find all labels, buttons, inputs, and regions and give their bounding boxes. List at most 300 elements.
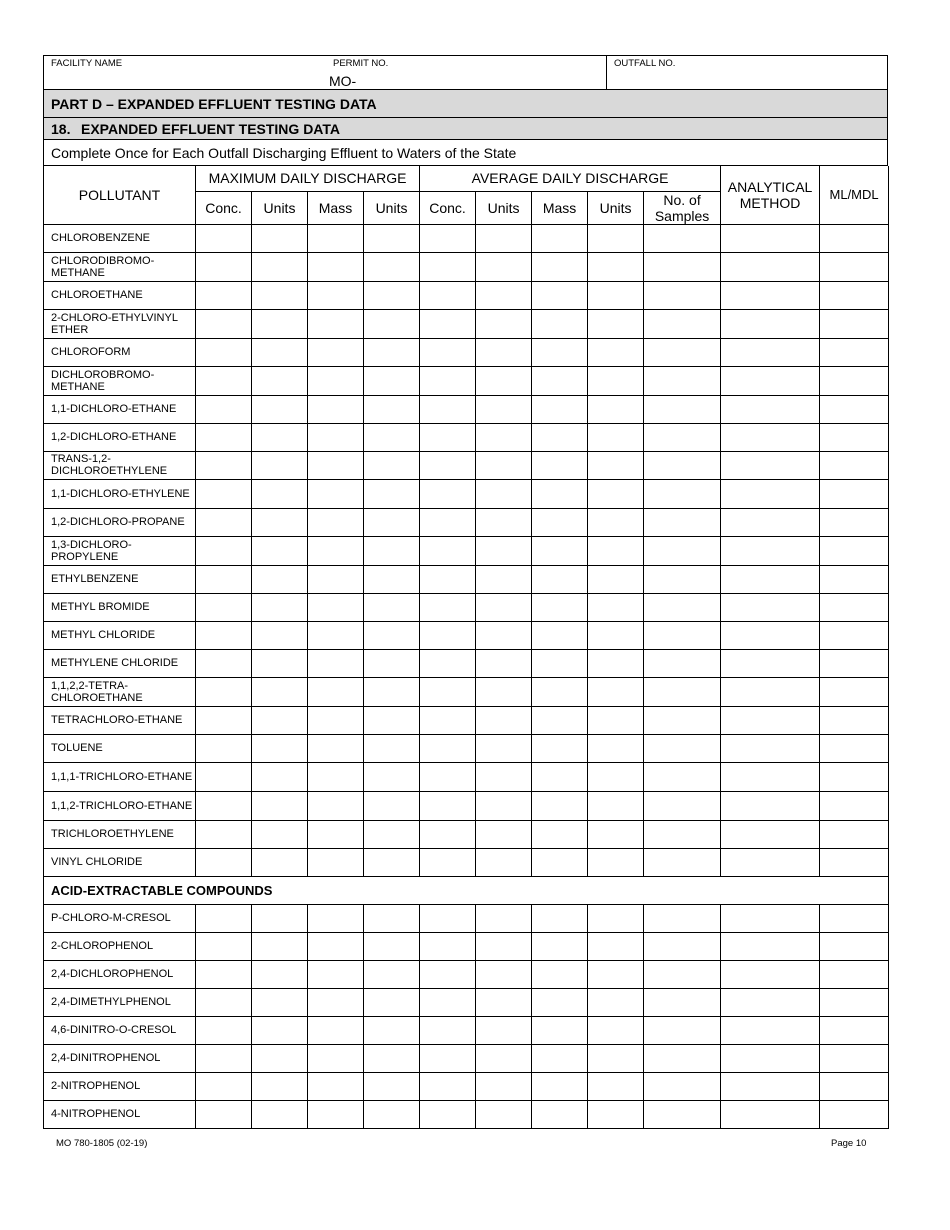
- avg-mass-units-cell[interactable]: [588, 677, 644, 706]
- max-conc-cell[interactable]: [196, 281, 252, 309]
- avg-mass-cell[interactable]: [532, 988, 588, 1016]
- analytical-method-cell[interactable]: [721, 1072, 820, 1100]
- analytical-method-cell[interactable]: [721, 1100, 820, 1128]
- ml-mdl-cell[interactable]: [820, 734, 889, 762]
- avg-conc-units-cell[interactable]: [476, 848, 532, 876]
- no-of-samples-cell[interactable]: [644, 762, 721, 791]
- avg-mass-units-cell[interactable]: [588, 309, 644, 338]
- avg-conc-cell[interactable]: [420, 366, 476, 395]
- no-of-samples-cell[interactable]: [644, 451, 721, 479]
- avg-mass-cell[interactable]: [532, 309, 588, 338]
- no-of-samples-cell[interactable]: [644, 960, 721, 988]
- max-mass-cell[interactable]: [308, 593, 364, 621]
- avg-mass-cell[interactable]: [532, 479, 588, 508]
- ml-mdl-cell[interactable]: [820, 508, 889, 536]
- facility-name-field[interactable]: [44, 56, 327, 89]
- avg-mass-units-cell[interactable]: [588, 734, 644, 762]
- ml-mdl-cell[interactable]: [820, 451, 889, 479]
- avg-conc-units-cell[interactable]: [476, 932, 532, 960]
- analytical-method-cell[interactable]: [721, 1016, 820, 1044]
- analytical-method-cell[interactable]: [721, 791, 820, 820]
- max-mass-cell[interactable]: [308, 224, 364, 252]
- no-of-samples-cell[interactable]: [644, 1016, 721, 1044]
- avg-conc-cell[interactable]: [420, 1016, 476, 1044]
- max-mass-cell[interactable]: [308, 848, 364, 876]
- max-mass-cell[interactable]: [308, 536, 364, 565]
- max-mass-cell[interactable]: [308, 762, 364, 791]
- no-of-samples-cell[interactable]: [644, 1100, 721, 1128]
- ml-mdl-cell[interactable]: [820, 649, 889, 677]
- max-mass-units-cell[interactable]: [364, 960, 420, 988]
- avg-conc-units-cell[interactable]: [476, 762, 532, 791]
- max-conc-cell[interactable]: [196, 536, 252, 565]
- avg-conc-units-cell[interactable]: [476, 1016, 532, 1044]
- analytical-method-cell[interactable]: [721, 338, 820, 366]
- avg-mass-units-cell[interactable]: [588, 451, 644, 479]
- avg-mass-cell[interactable]: [532, 1016, 588, 1044]
- max-mass-cell[interactable]: [308, 1072, 364, 1100]
- avg-mass-units-cell[interactable]: [588, 791, 644, 820]
- no-of-samples-cell[interactable]: [644, 309, 721, 338]
- analytical-method-cell[interactable]: [721, 565, 820, 593]
- max-mass-cell[interactable]: [308, 281, 364, 309]
- avg-conc-cell[interactable]: [420, 252, 476, 281]
- analytical-method-cell[interactable]: [721, 706, 820, 734]
- analytical-method-cell[interactable]: [721, 536, 820, 565]
- analytical-method-cell[interactable]: [721, 593, 820, 621]
- max-conc-cell[interactable]: [196, 593, 252, 621]
- ml-mdl-cell[interactable]: [820, 309, 889, 338]
- avg-mass-units-cell[interactable]: [588, 932, 644, 960]
- max-mass-units-cell[interactable]: [364, 423, 420, 451]
- avg-conc-cell[interactable]: [420, 932, 476, 960]
- avg-conc-cell[interactable]: [420, 848, 476, 876]
- analytical-method-cell[interactable]: [721, 281, 820, 309]
- max-mass-cell[interactable]: [308, 932, 364, 960]
- avg-mass-cell[interactable]: [532, 706, 588, 734]
- max-mass-units-cell[interactable]: [364, 565, 420, 593]
- avg-mass-cell[interactable]: [532, 649, 588, 677]
- max-mass-units-cell[interactable]: [364, 593, 420, 621]
- max-mass-cell[interactable]: [308, 734, 364, 762]
- max-conc-cell[interactable]: [196, 479, 252, 508]
- ml-mdl-cell[interactable]: [820, 621, 889, 649]
- avg-mass-units-cell[interactable]: [588, 565, 644, 593]
- avg-conc-units-cell[interactable]: [476, 366, 532, 395]
- avg-conc-cell[interactable]: [420, 1072, 476, 1100]
- ml-mdl-cell[interactable]: [820, 423, 889, 451]
- avg-conc-cell[interactable]: [420, 677, 476, 706]
- max-conc-units-cell[interactable]: [252, 904, 308, 932]
- ml-mdl-cell[interactable]: [820, 904, 889, 932]
- max-mass-cell[interactable]: [308, 423, 364, 451]
- avg-mass-cell[interactable]: [532, 820, 588, 848]
- avg-conc-units-cell[interactable]: [476, 395, 532, 423]
- avg-conc-cell[interactable]: [420, 762, 476, 791]
- max-mass-units-cell[interactable]: [364, 309, 420, 338]
- avg-mass-units-cell[interactable]: [588, 593, 644, 621]
- avg-mass-cell[interactable]: [532, 508, 588, 536]
- avg-conc-units-cell[interactable]: [476, 1100, 532, 1128]
- max-mass-units-cell[interactable]: [364, 904, 420, 932]
- avg-mass-cell[interactable]: [532, 791, 588, 820]
- avg-conc-units-cell[interactable]: [476, 451, 532, 479]
- avg-conc-cell[interactable]: [420, 820, 476, 848]
- avg-mass-units-cell[interactable]: [588, 1100, 644, 1128]
- analytical-method-cell[interactable]: [721, 451, 820, 479]
- avg-conc-cell[interactable]: [420, 988, 476, 1016]
- avg-conc-units-cell[interactable]: [476, 252, 532, 281]
- max-mass-units-cell[interactable]: [364, 281, 420, 309]
- avg-conc-units-cell[interactable]: [476, 706, 532, 734]
- avg-mass-units-cell[interactable]: [588, 338, 644, 366]
- max-conc-units-cell[interactable]: [252, 479, 308, 508]
- ml-mdl-cell[interactable]: [820, 1044, 889, 1072]
- avg-conc-units-cell[interactable]: [476, 621, 532, 649]
- avg-conc-cell[interactable]: [420, 536, 476, 565]
- avg-conc-cell[interactable]: [420, 791, 476, 820]
- avg-mass-cell[interactable]: [532, 762, 588, 791]
- avg-mass-cell[interactable]: [532, 366, 588, 395]
- ml-mdl-cell[interactable]: [820, 536, 889, 565]
- max-conc-units-cell[interactable]: [252, 338, 308, 366]
- analytical-method-cell[interactable]: [721, 960, 820, 988]
- max-mass-units-cell[interactable]: [364, 338, 420, 366]
- no-of-samples-cell[interactable]: [644, 706, 721, 734]
- no-of-samples-cell[interactable]: [644, 677, 721, 706]
- max-mass-cell[interactable]: [308, 479, 364, 508]
- no-of-samples-cell[interactable]: [644, 621, 721, 649]
- avg-mass-cell[interactable]: [532, 1072, 588, 1100]
- max-mass-cell[interactable]: [308, 366, 364, 395]
- avg-conc-units-cell[interactable]: [476, 338, 532, 366]
- analytical-method-cell[interactable]: [721, 932, 820, 960]
- avg-mass-cell[interactable]: [532, 224, 588, 252]
- avg-mass-cell[interactable]: [532, 423, 588, 451]
- analytical-method-cell[interactable]: [721, 762, 820, 791]
- max-conc-cell[interactable]: [196, 508, 252, 536]
- avg-mass-units-cell[interactable]: [588, 848, 644, 876]
- max-conc-cell[interactable]: [196, 366, 252, 395]
- max-conc-units-cell[interactable]: [252, 1044, 308, 1072]
- max-conc-units-cell[interactable]: [252, 791, 308, 820]
- max-mass-cell[interactable]: [308, 621, 364, 649]
- avg-conc-units-cell[interactable]: [476, 508, 532, 536]
- analytical-method-cell[interactable]: [721, 621, 820, 649]
- max-conc-units-cell[interactable]: [252, 395, 308, 423]
- avg-mass-cell[interactable]: [532, 536, 588, 565]
- max-conc-units-cell[interactable]: [252, 1072, 308, 1100]
- avg-conc-cell[interactable]: [420, 508, 476, 536]
- avg-mass-units-cell[interactable]: [588, 536, 644, 565]
- max-conc-units-cell[interactable]: [252, 762, 308, 791]
- analytical-method-cell[interactable]: [721, 479, 820, 508]
- ml-mdl-cell[interactable]: [820, 820, 889, 848]
- avg-conc-cell[interactable]: [420, 621, 476, 649]
- max-mass-units-cell[interactable]: [364, 820, 420, 848]
- max-mass-units-cell[interactable]: [364, 734, 420, 762]
- max-conc-units-cell[interactable]: [252, 820, 308, 848]
- analytical-method-cell[interactable]: [721, 395, 820, 423]
- max-mass-units-cell[interactable]: [364, 988, 420, 1016]
- max-conc-units-cell[interactable]: [252, 932, 308, 960]
- no-of-samples-cell[interactable]: [644, 281, 721, 309]
- avg-conc-cell[interactable]: [420, 423, 476, 451]
- avg-mass-cell[interactable]: [532, 734, 588, 762]
- max-mass-cell[interactable]: [308, 338, 364, 366]
- max-mass-cell[interactable]: [308, 820, 364, 848]
- max-mass-units-cell[interactable]: [364, 451, 420, 479]
- analytical-method-cell[interactable]: [721, 649, 820, 677]
- no-of-samples-cell[interactable]: [644, 479, 721, 508]
- max-conc-cell[interactable]: [196, 621, 252, 649]
- ml-mdl-cell[interactable]: [820, 932, 889, 960]
- max-conc-cell[interactable]: [196, 848, 252, 876]
- avg-conc-units-cell[interactable]: [476, 791, 532, 820]
- analytical-method-cell[interactable]: [721, 820, 820, 848]
- avg-mass-units-cell[interactable]: [588, 1044, 644, 1072]
- max-mass-units-cell[interactable]: [364, 1044, 420, 1072]
- analytical-method-cell[interactable]: [721, 309, 820, 338]
- max-conc-cell[interactable]: [196, 988, 252, 1016]
- avg-mass-cell[interactable]: [532, 451, 588, 479]
- ml-mdl-cell[interactable]: [820, 281, 889, 309]
- avg-conc-units-cell[interactable]: [476, 281, 532, 309]
- no-of-samples-cell[interactable]: [644, 734, 721, 762]
- max-conc-units-cell[interactable]: [252, 593, 308, 621]
- avg-conc-cell[interactable]: [420, 224, 476, 252]
- avg-mass-units-cell[interactable]: [588, 479, 644, 508]
- ml-mdl-cell[interactable]: [820, 479, 889, 508]
- avg-mass-cell[interactable]: [532, 848, 588, 876]
- avg-conc-cell[interactable]: [420, 309, 476, 338]
- avg-mass-cell[interactable]: [532, 960, 588, 988]
- max-mass-cell[interactable]: [308, 677, 364, 706]
- avg-conc-cell[interactable]: [420, 451, 476, 479]
- permit-no-value[interactable]: MO-: [329, 73, 357, 89]
- max-mass-cell[interactable]: [308, 904, 364, 932]
- avg-conc-units-cell[interactable]: [476, 677, 532, 706]
- avg-conc-cell[interactable]: [420, 338, 476, 366]
- avg-conc-units-cell[interactable]: [476, 960, 532, 988]
- avg-conc-units-cell[interactable]: [476, 565, 532, 593]
- max-conc-cell[interactable]: [196, 395, 252, 423]
- avg-conc-cell[interactable]: [420, 1100, 476, 1128]
- avg-mass-units-cell[interactable]: [588, 508, 644, 536]
- avg-mass-units-cell[interactable]: [588, 649, 644, 677]
- avg-mass-units-cell[interactable]: [588, 960, 644, 988]
- max-mass-cell[interactable]: [308, 791, 364, 820]
- avg-conc-units-cell[interactable]: [476, 1044, 532, 1072]
- ml-mdl-cell[interactable]: [820, 960, 889, 988]
- max-mass-units-cell[interactable]: [364, 762, 420, 791]
- max-mass-cell[interactable]: [308, 508, 364, 536]
- avg-mass-units-cell[interactable]: [588, 395, 644, 423]
- max-mass-units-cell[interactable]: [364, 395, 420, 423]
- no-of-samples-cell[interactable]: [644, 366, 721, 395]
- ml-mdl-cell[interactable]: [820, 252, 889, 281]
- max-conc-units-cell[interactable]: [252, 451, 308, 479]
- max-conc-units-cell[interactable]: [252, 677, 308, 706]
- max-mass-cell[interactable]: [308, 395, 364, 423]
- max-conc-cell[interactable]: [196, 762, 252, 791]
- avg-mass-cell[interactable]: [532, 932, 588, 960]
- max-mass-cell[interactable]: [308, 1100, 364, 1128]
- max-mass-cell[interactable]: [308, 451, 364, 479]
- avg-mass-units-cell[interactable]: [588, 252, 644, 281]
- max-conc-units-cell[interactable]: [252, 224, 308, 252]
- no-of-samples-cell[interactable]: [644, 423, 721, 451]
- max-mass-units-cell[interactable]: [364, 508, 420, 536]
- max-conc-cell[interactable]: [196, 960, 252, 988]
- max-mass-units-cell[interactable]: [364, 791, 420, 820]
- no-of-samples-cell[interactable]: [644, 1072, 721, 1100]
- no-of-samples-cell[interactable]: [644, 791, 721, 820]
- max-conc-units-cell[interactable]: [252, 649, 308, 677]
- max-conc-units-cell[interactable]: [252, 281, 308, 309]
- avg-conc-units-cell[interactable]: [476, 988, 532, 1016]
- no-of-samples-cell[interactable]: [644, 904, 721, 932]
- avg-conc-units-cell[interactable]: [476, 479, 532, 508]
- max-conc-cell[interactable]: [196, 734, 252, 762]
- no-of-samples-cell[interactable]: [644, 536, 721, 565]
- no-of-samples-cell[interactable]: [644, 338, 721, 366]
- no-of-samples-cell[interactable]: [644, 252, 721, 281]
- max-conc-units-cell[interactable]: [252, 960, 308, 988]
- avg-conc-units-cell[interactable]: [476, 820, 532, 848]
- analytical-method-cell[interactable]: [721, 734, 820, 762]
- max-conc-units-cell[interactable]: [252, 565, 308, 593]
- max-conc-units-cell[interactable]: [252, 848, 308, 876]
- avg-mass-units-cell[interactable]: [588, 281, 644, 309]
- max-mass-units-cell[interactable]: [364, 536, 420, 565]
- avg-mass-units-cell[interactable]: [588, 366, 644, 395]
- analytical-method-cell[interactable]: [721, 366, 820, 395]
- max-mass-units-cell[interactable]: [364, 366, 420, 395]
- analytical-method-cell[interactable]: [721, 423, 820, 451]
- max-mass-cell[interactable]: [308, 565, 364, 593]
- max-conc-cell[interactable]: [196, 1016, 252, 1044]
- avg-conc-units-cell[interactable]: [476, 536, 532, 565]
- ml-mdl-cell[interactable]: [820, 395, 889, 423]
- avg-mass-cell[interactable]: [532, 904, 588, 932]
- outfall-no-field[interactable]: [607, 56, 887, 89]
- max-mass-units-cell[interactable]: [364, 1016, 420, 1044]
- avg-mass-cell[interactable]: [532, 593, 588, 621]
- avg-mass-cell[interactable]: [532, 677, 588, 706]
- ml-mdl-cell[interactable]: [820, 565, 889, 593]
- avg-mass-cell[interactable]: [532, 281, 588, 309]
- analytical-method-cell[interactable]: [721, 988, 820, 1016]
- analytical-method-cell[interactable]: [721, 677, 820, 706]
- ml-mdl-cell[interactable]: [820, 224, 889, 252]
- avg-conc-units-cell[interactable]: [476, 224, 532, 252]
- analytical-method-cell[interactable]: [721, 224, 820, 252]
- avg-mass-units-cell[interactable]: [588, 988, 644, 1016]
- no-of-samples-cell[interactable]: [644, 565, 721, 593]
- ml-mdl-cell[interactable]: [820, 593, 889, 621]
- max-conc-cell[interactable]: [196, 649, 252, 677]
- max-mass-units-cell[interactable]: [364, 621, 420, 649]
- max-conc-units-cell[interactable]: [252, 734, 308, 762]
- avg-mass-units-cell[interactable]: [588, 820, 644, 848]
- analytical-method-cell[interactable]: [721, 1044, 820, 1072]
- max-conc-units-cell[interactable]: [252, 508, 308, 536]
- max-conc-units-cell[interactable]: [252, 988, 308, 1016]
- max-conc-units-cell[interactable]: [252, 366, 308, 395]
- max-mass-units-cell[interactable]: [364, 932, 420, 960]
- max-mass-units-cell[interactable]: [364, 479, 420, 508]
- max-conc-units-cell[interactable]: [252, 252, 308, 281]
- max-mass-cell[interactable]: [308, 252, 364, 281]
- max-mass-cell[interactable]: [308, 1044, 364, 1072]
- max-conc-units-cell[interactable]: [252, 1100, 308, 1128]
- max-conc-cell[interactable]: [196, 1044, 252, 1072]
- ml-mdl-cell[interactable]: [820, 988, 889, 1016]
- avg-conc-cell[interactable]: [420, 395, 476, 423]
- max-mass-cell[interactable]: [308, 988, 364, 1016]
- analytical-method-cell[interactable]: [721, 252, 820, 281]
- avg-mass-cell[interactable]: [532, 621, 588, 649]
- avg-mass-cell[interactable]: [532, 565, 588, 593]
- avg-conc-units-cell[interactable]: [476, 649, 532, 677]
- ml-mdl-cell[interactable]: [820, 791, 889, 820]
- avg-mass-units-cell[interactable]: [588, 423, 644, 451]
- avg-mass-units-cell[interactable]: [588, 1016, 644, 1044]
- avg-conc-cell[interactable]: [420, 649, 476, 677]
- max-conc-cell[interactable]: [196, 451, 252, 479]
- no-of-samples-cell[interactable]: [644, 1044, 721, 1072]
- ml-mdl-cell[interactable]: [820, 1016, 889, 1044]
- avg-mass-cell[interactable]: [532, 338, 588, 366]
- max-conc-cell[interactable]: [196, 224, 252, 252]
- max-mass-cell[interactable]: [308, 649, 364, 677]
- avg-mass-cell[interactable]: [532, 1044, 588, 1072]
- no-of-samples-cell[interactable]: [644, 820, 721, 848]
- max-conc-cell[interactable]: [196, 904, 252, 932]
- max-mass-units-cell[interactable]: [364, 252, 420, 281]
- analytical-method-cell[interactable]: [721, 904, 820, 932]
- max-mass-cell[interactable]: [308, 706, 364, 734]
- ml-mdl-cell[interactable]: [820, 706, 889, 734]
- no-of-samples-cell[interactable]: [644, 649, 721, 677]
- avg-conc-units-cell[interactable]: [476, 904, 532, 932]
- max-conc-cell[interactable]: [196, 1100, 252, 1128]
- avg-mass-units-cell[interactable]: [588, 706, 644, 734]
- avg-mass-units-cell[interactable]: [588, 224, 644, 252]
- max-conc-cell[interactable]: [196, 423, 252, 451]
- avg-mass-units-cell[interactable]: [588, 904, 644, 932]
- ml-mdl-cell[interactable]: [820, 1100, 889, 1128]
- max-mass-units-cell[interactable]: [364, 677, 420, 706]
- max-conc-cell[interactable]: [196, 932, 252, 960]
- avg-conc-units-cell[interactable]: [476, 593, 532, 621]
- max-conc-units-cell[interactable]: [252, 706, 308, 734]
- ml-mdl-cell[interactable]: [820, 762, 889, 791]
- max-conc-cell[interactable]: [196, 706, 252, 734]
- max-conc-units-cell[interactable]: [252, 309, 308, 338]
- avg-conc-units-cell[interactable]: [476, 423, 532, 451]
- no-of-samples-cell[interactable]: [644, 395, 721, 423]
- max-mass-units-cell[interactable]: [364, 1072, 420, 1100]
- max-mass-cell[interactable]: [308, 1016, 364, 1044]
- max-conc-units-cell[interactable]: [252, 423, 308, 451]
- avg-mass-cell[interactable]: [532, 252, 588, 281]
- max-conc-cell[interactable]: [196, 309, 252, 338]
- avg-conc-cell[interactable]: [420, 565, 476, 593]
- analytical-method-cell[interactable]: [721, 508, 820, 536]
- permit-no-field[interactable]: [327, 56, 607, 89]
